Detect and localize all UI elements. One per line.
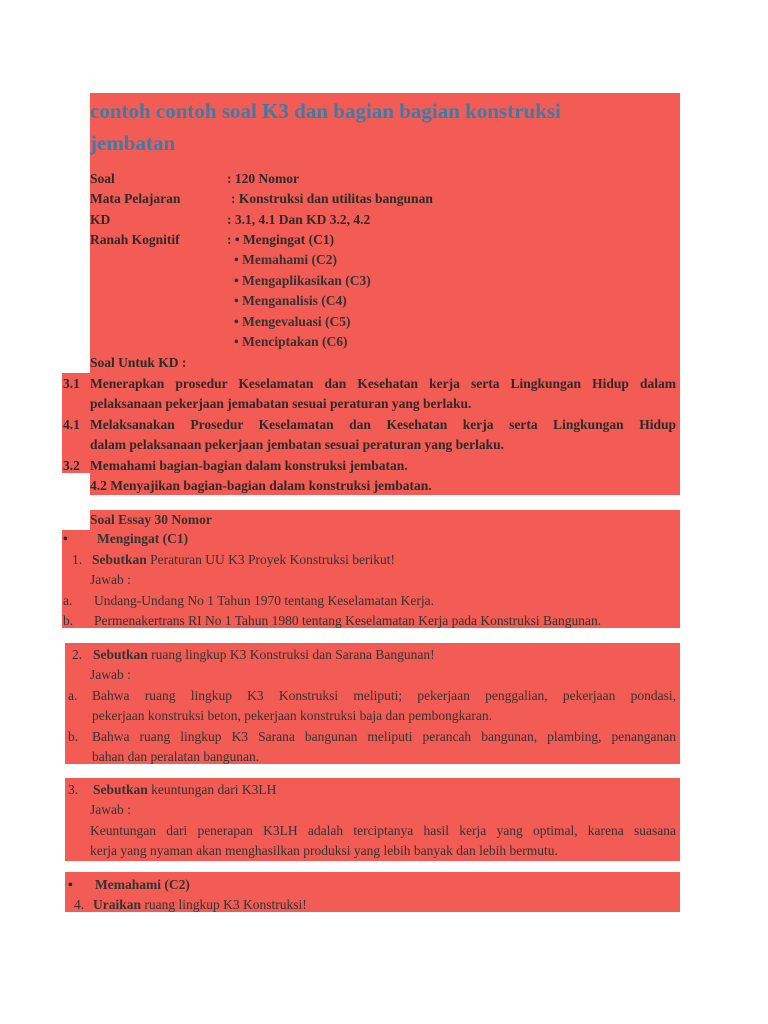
kognitif-c5: • Mengevaluasi (C5) (234, 314, 351, 329)
kognitif-c6: • Menciptakan (C6) (234, 334, 348, 349)
q1-verb: Sebutkan (92, 552, 147, 567)
q2-question-text: ruang lingkup K3 Konstruksi dan Sarana Bangunan! (147, 647, 435, 662)
q2-question (93, 645, 435, 665)
q2-answer-a-line1: Bahwa ruang lingkup K3 Konstruksi meliputi; pekerjaan penggalian, pekerjaan pondasi, (92, 688, 676, 703)
q2-answer-a-line2: pekerjaan konstruksi beton, pekerjaan konstruksi baja dan pembongkaran. (92, 708, 493, 723)
q4-question (93, 895, 307, 915)
kd-item-4-1-line2: dalam pelaksanaan pekerjaan jembatan sesuai peraturan yang berlaku. (90, 437, 505, 452)
q4-number: 4. (74, 897, 85, 912)
q4-verb: Uraikan (93, 897, 142, 912)
section-c2-label: Memahami (C2) (95, 877, 190, 892)
kd-item-3-1-num: 3.1 (63, 376, 80, 391)
q1-question-text: Peraturan UU K3 Proyek Konstruksi berikut! (146, 552, 395, 567)
info-label-soal: Soal (90, 171, 115, 186)
soal-untuk-kd-heading: Soal Untuk KD : (90, 355, 187, 370)
q4-question-text: ruang lingkup K3 Konstruksi! (141, 897, 307, 912)
info-value-soal: : 120 Nomor (227, 171, 299, 186)
page-title (90, 95, 561, 159)
kd-item-3-1-line2: pelaksanaan pekerjaan jemabatan sesuai peraturan yang berlaku. (90, 396, 472, 411)
kognitif-c4: • Menganalisis (C4) (234, 293, 347, 308)
kd-item-4-2: 4.2 Menyajikan bagian-bagian dalam konstruksi jembatan. (90, 478, 432, 493)
q1-answer-a-letter: a. (63, 593, 73, 608)
q3-verb: Sebutkan (93, 782, 148, 797)
kd-item-3-1-line1: Menerapkan prosedur Keselamatan dan Kesehatan kerja serta Lingkungan Hidup dalam (90, 376, 676, 391)
q1-question (92, 550, 395, 570)
info-label-ranah: Ranah Kognitif (90, 232, 180, 247)
q3-jawab: Jawab : (90, 802, 131, 817)
q2-answer-a-letter: a. (68, 688, 78, 703)
q3-answer-line1: Keuntungan dari penerapan K3LH adalah terciptanya hasil kerja yang optimal, karena suasana (90, 823, 676, 838)
q2-answer-b-line2: bahan dan peralatan bangunan. (92, 749, 260, 764)
q2-answer-b-line1: Bahwa ruang lingkup K3 Sarana bangunan meliputi perancah bangunan, plambing, penanganan (92, 729, 676, 744)
q1-answer-b-text: Permenakertrans RI No 1 Tahun 1980 tentang Keselamatan Kerja pada Konstruksi Bangunan. (94, 613, 602, 628)
q3-question-text: keuntungan dari K3LH (147, 782, 277, 797)
q1-answer-a-text: Undang-Undang No 1 Tahun 1970 tentang Keselamatan Kerja. (94, 593, 434, 608)
info-label-mapel: Mata Pelajaran (90, 191, 181, 206)
title-line-2: jembatan (90, 131, 176, 155)
section-c2-bullet: • (68, 877, 73, 892)
q1-answer-b-letter: b. (63, 613, 74, 628)
q3-question (93, 780, 276, 800)
kd-item-3-2-num: 3.2 (63, 458, 80, 473)
info-label-kd: KD (90, 212, 111, 227)
kd-item-4-1-num: 4.1 (63, 417, 80, 432)
kognitif-c3: • Mengaplikasikan (C3) (234, 273, 371, 288)
q3-answer-line2: kerja yang nyaman akan menghasilkan produksi yang lebih banyak dan lebih bermutu. (90, 843, 558, 858)
info-value-ranah: : • Mengingat (C1) (227, 232, 335, 247)
q2-number: 2. (72, 647, 83, 662)
q2-answer-b-letter: b. (68, 729, 79, 744)
section-c1-label: Mengingat (C1) (97, 531, 189, 546)
q1-jawab: Jawab : (90, 572, 131, 587)
kd-item-3-2-line1: Memahami bagian-bagian dalam konstruksi jembatan. (90, 458, 408, 473)
essay-heading: Soal Essay 30 Nomor (90, 512, 212, 527)
info-value-kd: : 3.1, 4.1 Dan KD 3.2, 4.2 (227, 212, 371, 227)
title-line-1: contoh contoh soal K3 dan bagian bagian konstruksi (90, 99, 561, 123)
q2-verb: Sebutkan (93, 647, 148, 662)
section-c1-bullet: • (63, 531, 68, 546)
kd-item-4-1-line1: Melaksanakan Prosedur Keselamatan dan Kesehatan kerja serta Lingkungan Hidup (90, 417, 676, 432)
q2-jawab: Jawab : (90, 667, 131, 682)
q1-number: 1. (72, 552, 83, 567)
kognitif-c2: • Memahami (C2) (234, 252, 337, 267)
q3-number: 3. (68, 782, 79, 797)
info-value-mapel: : Konstruksi dan utilitas bangunan (231, 191, 433, 206)
